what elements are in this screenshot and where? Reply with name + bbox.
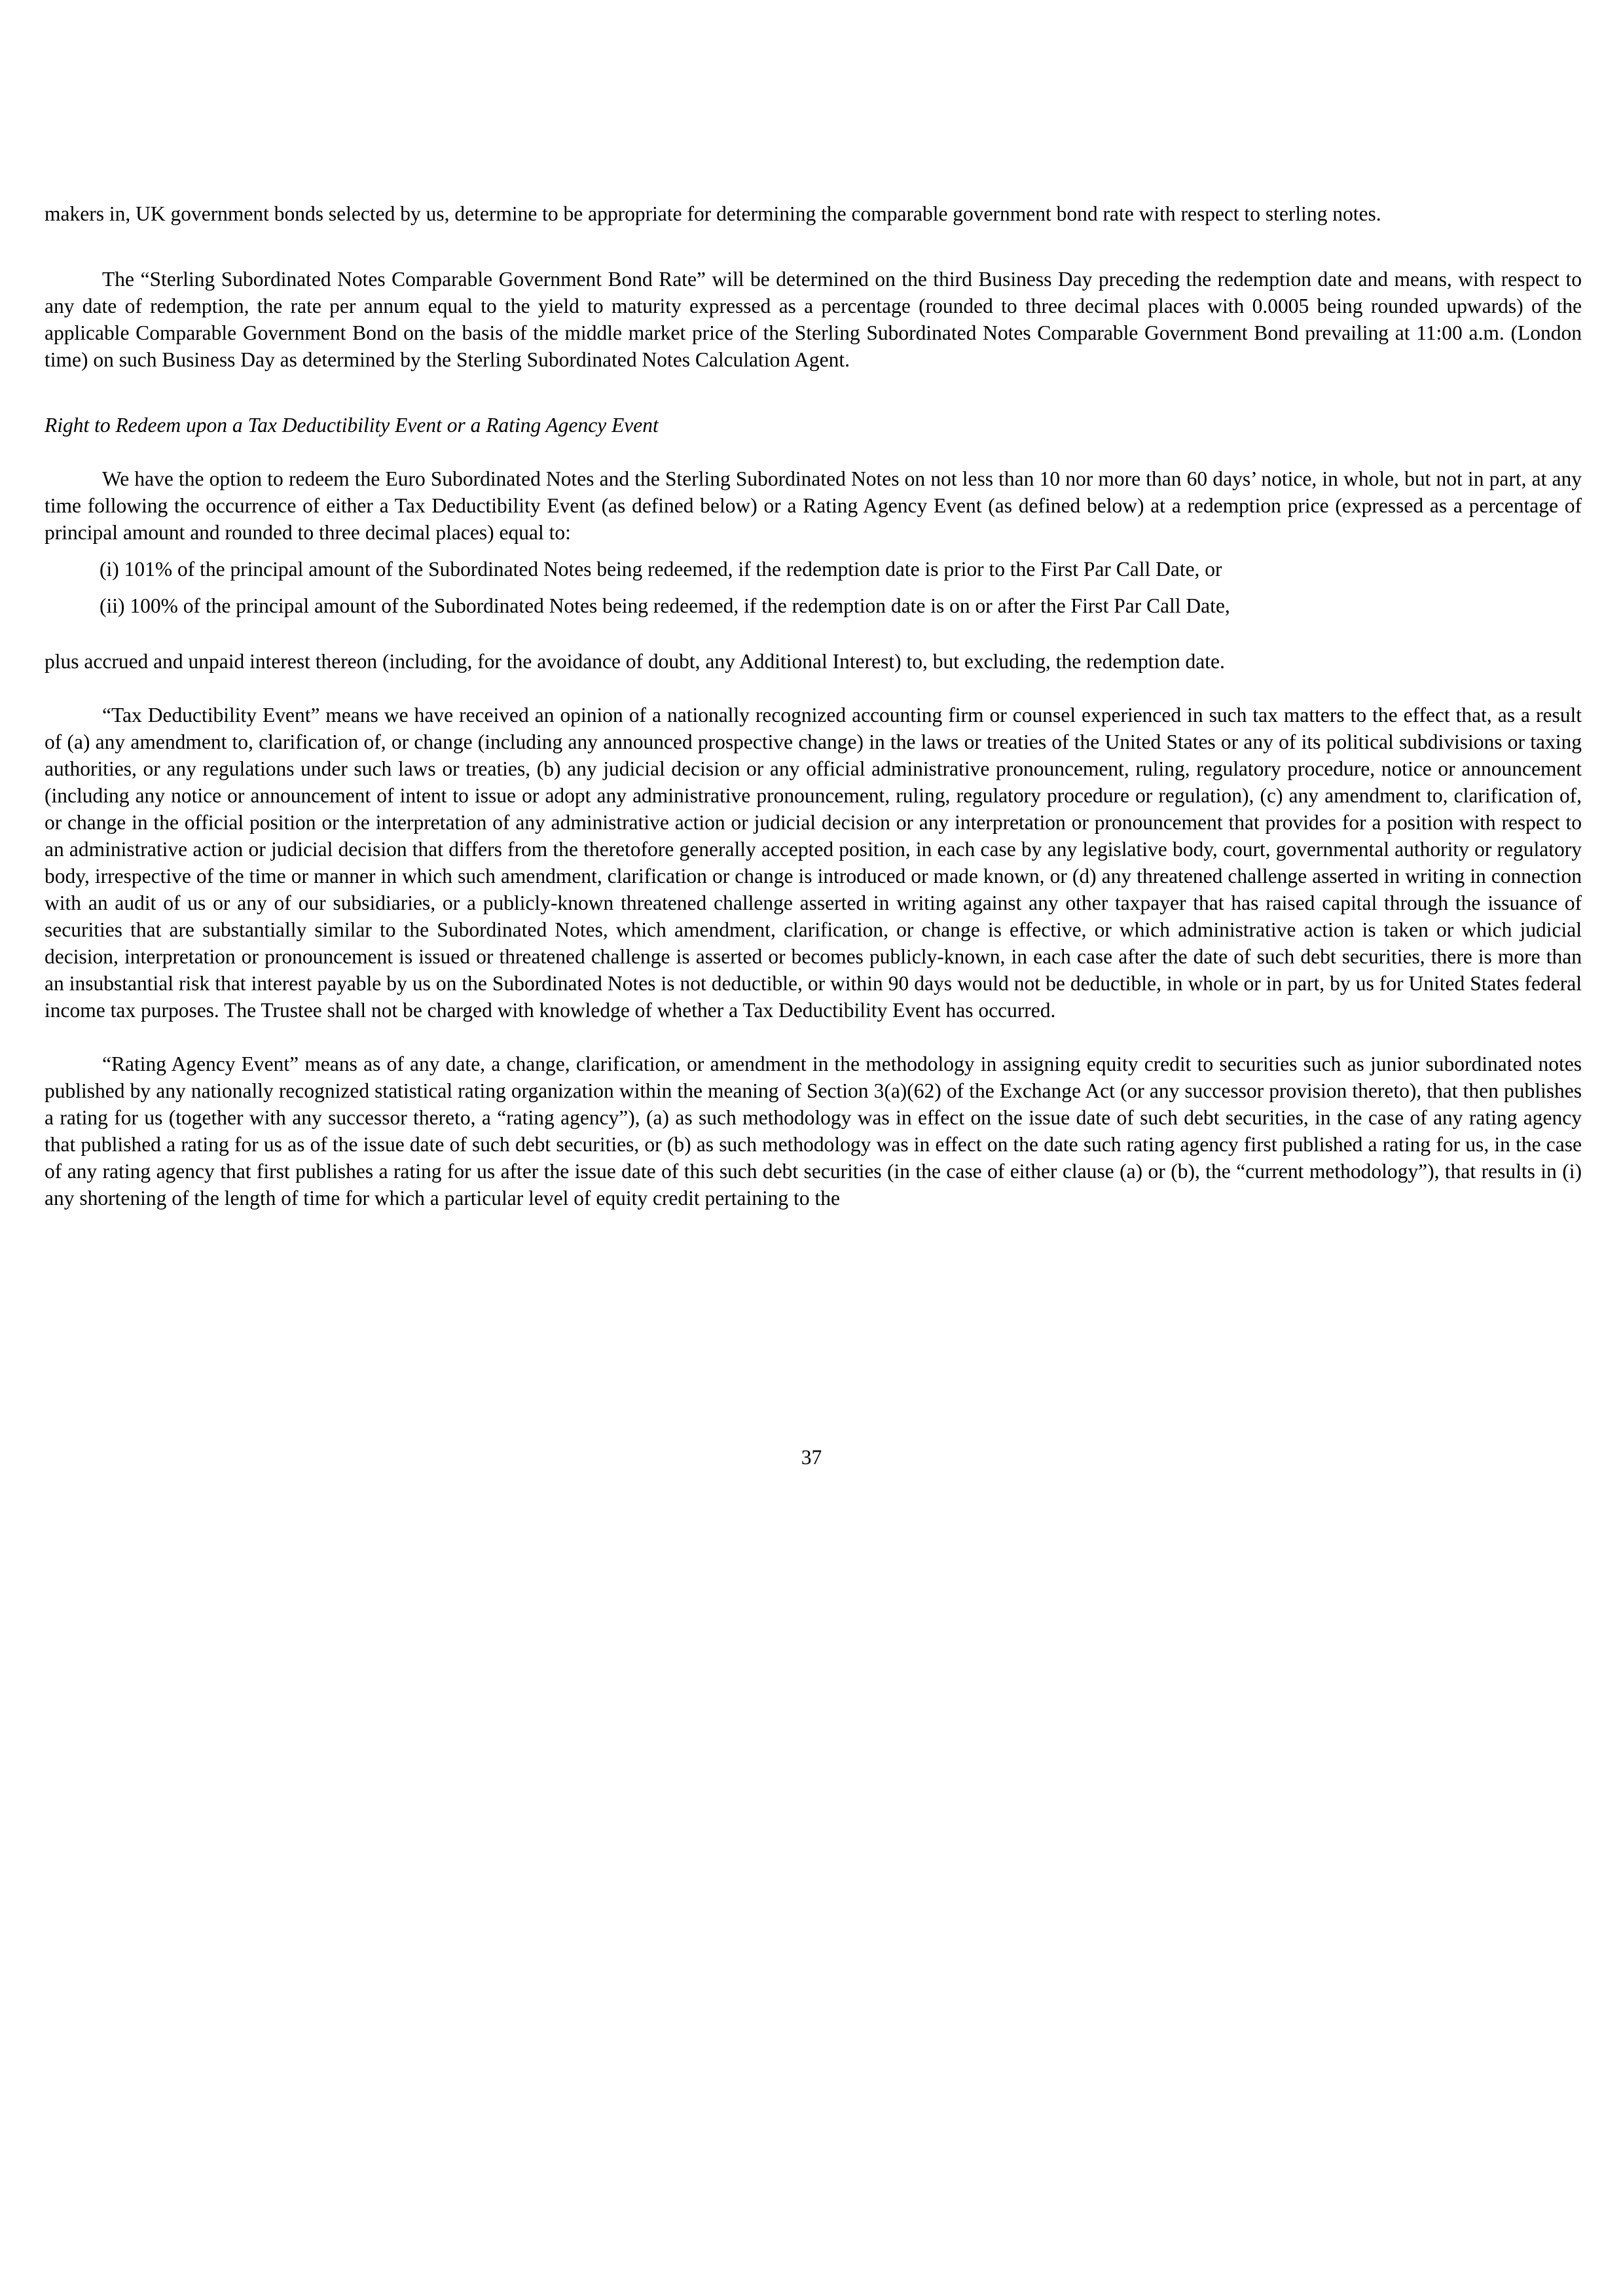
list-item-i: (i) 101% of the principal amount of the Subordinated Notes being redeemed, if the redemption date is prior to the First Par Call Date, or (100, 558, 1222, 581)
paragraph-redemption-option: We have the option to redeem the Euro Subordinated Notes and the Sterling Subordinated Notes on not less than 10 nor more than 60 days’ notice, in whole, but not in part, at any time following the occurrence of either a Tax Deductibility Event (as defined below) or a Rating Agency Event (as defined below) at a redemption price (expressed as a percentage of principal amount and rounded to three decimal places) equal to: (45, 467, 1582, 544)
paragraph-rating-agency-event: “Rating Agency Event” means as of any date, a change, clarification, or amendment in the methodology in assigning equity credit to securities such as junior subordinated notes published by any nationally recognized statistical rating organization within the meaning of Section 3(a)(62) of the Exchange Act (or any successor provision thereto), that then publishes a rating for us (together with any successor thereto, a “rating agency”), (a) as such methodology was in effect on the issue date of such debt securities, in the case of any rating agency that published a rating for us as of the issue date of such debt securities, or (b) as such methodology was in effect on the date such rating agency first published a rating for us, in the case of any rating agency that first publishes a rating for us after the issue date of this such debt securities (in the case of either clause (a) or (b), the “current methodology”), that results in (i) any shortening of the length of time for which a particular level of equity credit pertaining to the (45, 1052, 1582, 1210)
document-page (45, 200, 1582, 1211)
list-item-ii: (ii) 100% of the principal amount of the Subordinated Notes being redeemed, if the redemption date is on or after the First Par Call Date, (100, 594, 1230, 617)
paragraph-comparable-bond-rate: The “Sterling Subordinated Notes Comparable Government Bond Rate” will be determined on the third Business Day preceding the redemption date and means, with respect to any date of redemption, the rate per annum equal to the yield to maturity expressed as a percentage (rounded to three decimal places with 0.0005 being rounded upwards) of the applicable Comparable Government Bond on the basis of the middle market price of the Sterling Subordinated Notes Comparable Government Bond prevailing at 11:00 a.m. (London time) on such Business Day as determined by the Sterling Subordinated Notes Calculation Agent. (45, 268, 1582, 371)
paragraph-continuation: makers in, UK government bonds selected by us, determine to be appropriate for determining the comparable government bond rate with respect to sterling notes. (45, 202, 1381, 225)
section-heading: Right to Redeem upon a Tax Deductibility Event or a Rating Agency Event (45, 414, 659, 437)
paragraph-accrued-interest: plus accrued and unpaid interest thereon (including, for the avoidance of doubt, any Additional Interest) to, but excluding, the redemption date. (45, 650, 1225, 673)
page-number: 37 (801, 1446, 822, 1469)
paragraph-tax-deductibility-event: “Tax Deductibility Event” means we have received an opinion of a nationally recognized accounting firm or counsel experienced in such tax matters to the effect that, as a result of (a) any amendment to, clarification of, or change (including any announced prospective change) in the laws or treaties of the United States or any of its political subdivisions or taxing authorities, or any regulations under such laws or treaties, (b) any judicial decision or any official administrative pronouncement, ruling, regulatory procedure, notice or announcement (including any notice or announcement of intent to issue or adopt any administrative pronouncement, ruling, regulatory procedure or regulation), (c) any amendment to, clarification of, or change in the official position or the interpretation of any administrative action or judicial decision or any interpretation or pronouncement that provides for a position with respect to an administrative action or judicial decision that differs from the theretofore generally accepted position, in each case by any legislative body, court, governmental authority or regulatory body, irrespective of the time or manner in which such amendment, clarification or change is introduced or made known, or (d) any threatened challenge asserted in writing in connection with an audit of us or any of our subsidiaries, or a publicly-known threatened challenge asserted in writing against any other taxpayer that has raised capital through the issuance of securities that are substantially similar to the Subordinated Notes, which amendment, clarification, or change is effective, or which administrative action is taken or which judicial decision, interpretation or pronouncement is issued or threatened challenge is asserted or becomes publicly-known, in each case after the date of such debt securities, there is more than an insubstantial risk that interest payable by us on the Subordinated Notes is not deductible, or within 90 days would not be deductible, in whole or in part, by us for United States federal income tax purposes. The Trustee shall not be charged with knowledge of whether a Tax Deductibility Event has occurred. (45, 704, 1582, 1022)
